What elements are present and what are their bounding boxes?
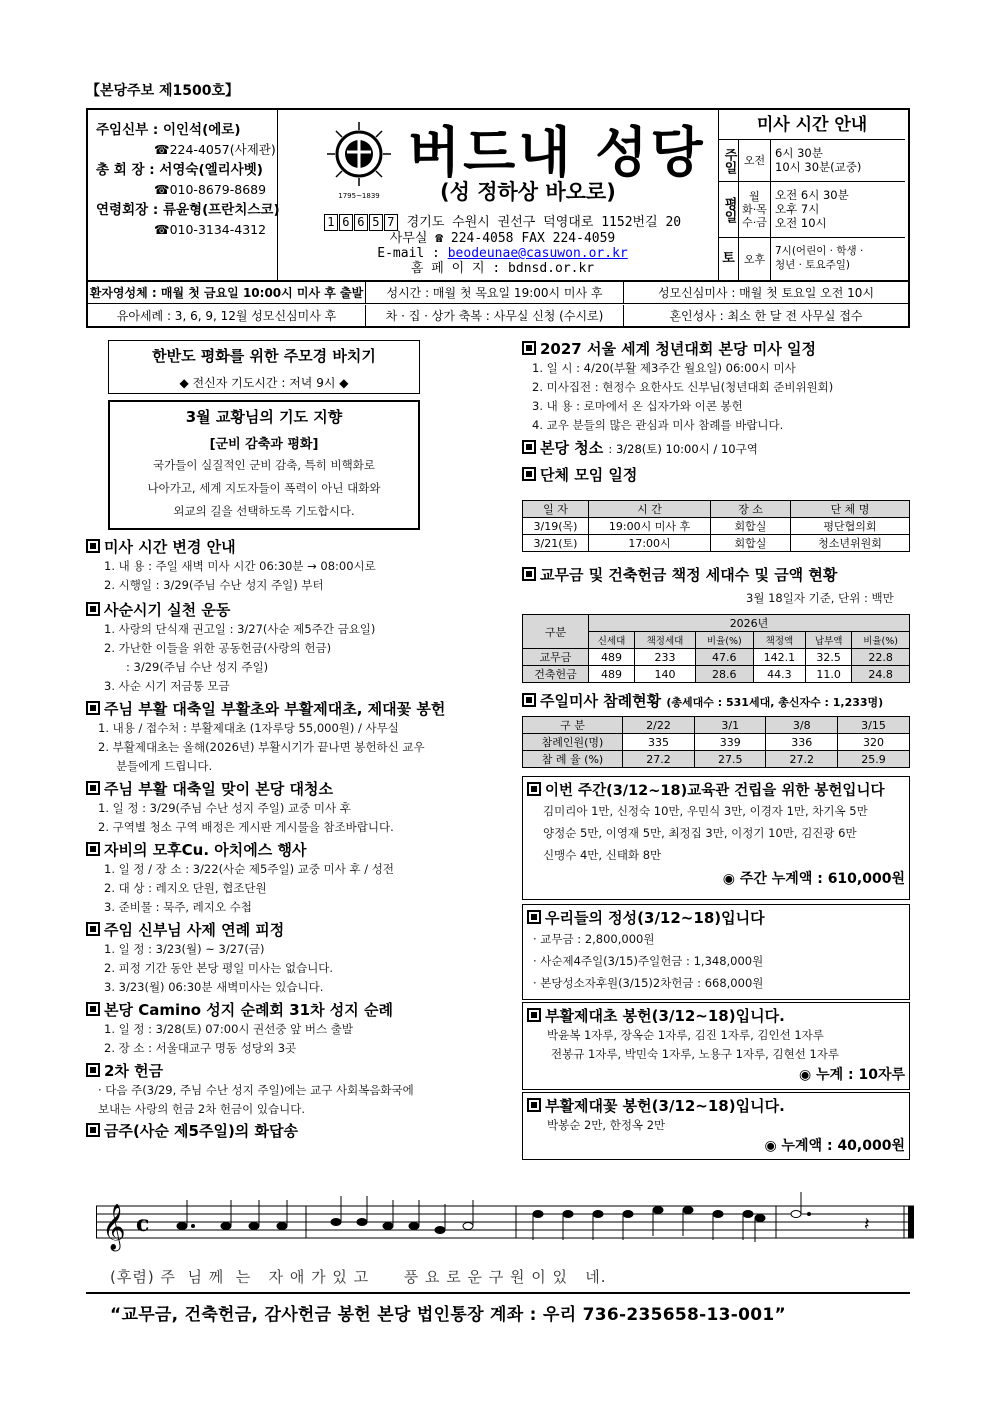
section-heading (522, 437, 912, 458)
footer-rule (86, 1292, 910, 1294)
section-line: 2. 시행일 : 3/29(주님 수난 성지 주일) 부터 (104, 578, 324, 592)
table-row (523, 518, 910, 535)
table-header-row (523, 501, 910, 518)
info-cell: 차 · 집 · 상가 축복 : 사무실 신청 (수시로) (366, 305, 624, 327)
section-heading (86, 839, 506, 860)
section-heading (522, 564, 837, 585)
section-heading (522, 338, 912, 359)
section-bullet-icon (86, 1002, 100, 1016)
table-cell: 평단협의회 (791, 518, 910, 535)
table-cell: 회합실 (711, 535, 791, 552)
section-title: 주님 부활 대축일 맞이 본당 대청소 (104, 780, 333, 798)
table-cell: 24.8 (852, 666, 910, 683)
table-cell: 회합실 (711, 518, 791, 535)
flower-box (522, 1092, 910, 1160)
peace-subtitle: ◆ 전신자 기도시간 : 저녁 9시 ◆ (179, 376, 349, 390)
table-header: 3/1 (695, 717, 766, 734)
section-heading (527, 779, 905, 800)
info-cell: 성시간 : 매월 첫 목요일 19:00시 미사 후 (366, 282, 624, 304)
mass-times (775, 188, 849, 230)
table-cell: 교무금 (523, 649, 589, 666)
section-line: 2. 구역별 청소 구역 배정은 게시판 게시물을 참조바랍니다. (98, 820, 394, 834)
table-cell: 참 례 율 (%) (523, 751, 623, 768)
section-line: 3. 준비물 : 묵주, 레지오 수첩 (104, 900, 252, 914)
mass-time: 오후 7시 (775, 202, 820, 216)
mass-schedule (718, 110, 908, 280)
info-bar-row (88, 305, 908, 327)
table-cell: 233 (635, 649, 696, 666)
table-cell: 32.5 (806, 649, 852, 666)
section-bullet-icon (522, 693, 536, 707)
funeral-head-phone: ☎010-3134-4312 (154, 222, 267, 237)
table-cell: 27.2 (766, 751, 837, 768)
masthead (86, 108, 910, 282)
offering-line: · 본당성소자후원(3/15)2차헌금 : 668,000원 (533, 976, 764, 990)
section-line: 1. 일 정 : 3/28(토) 07:00시 권선중 앞 버스 출발 (104, 1022, 353, 1036)
section-bullet-icon (527, 1098, 541, 1112)
info-cell: 혼인성사 : 최소 한 달 전 사무실 접수 (669, 309, 863, 323)
table-header: 구 분 (523, 717, 623, 734)
peace-title: 한반도 평화를 위한 주모경 바치기 (152, 347, 376, 365)
table-header: 책정세대 (635, 632, 696, 649)
table-header-row (523, 615, 910, 632)
section-title: 2027 서울 세계 청년대회 본당 미사 일정 (540, 340, 816, 358)
section-line: 1. 일 정 : 3/23(월) ~ 3/27(금) (104, 942, 265, 956)
postcode-digit: 7 (384, 214, 398, 231)
section-heading (86, 536, 506, 557)
table-cell: 489 (589, 649, 635, 666)
mass-day: 주일 (719, 140, 739, 181)
table-row (523, 649, 910, 666)
table-header: 장 소 (711, 501, 791, 518)
table-cell: 건축헌금 (523, 666, 589, 683)
mass-period (739, 182, 771, 237)
section-bullet-icon (86, 1123, 100, 1137)
section-bullet-icon (86, 781, 100, 795)
section-heading (522, 464, 912, 485)
table-header: 납부액 (806, 632, 852, 649)
section-title: 금주(사순 제5주일)의 화답송 (104, 1122, 298, 1140)
section-heading (86, 919, 506, 940)
section-line: 3. 내 용 : 로마에서 온 십자가와 이콘 봉헌 (532, 399, 743, 413)
candle-total: ◉ 누계 : 10자루 (798, 1067, 905, 1083)
contacts (88, 110, 278, 280)
section-line: 1. 일 시 : 4/20(부활 제3주간 월요일) 06:00시 미사 (532, 361, 796, 375)
pope-subtitle: [군비 감축과 평화] (209, 437, 319, 452)
section-bullet-icon (86, 922, 100, 936)
section-line: 1. 사랑의 단식재 권고일 : 3/27(사순 제5주간 금요일) (104, 622, 376, 636)
bank-account-footer: “교무금, 건축헌금, 감사헌금 봉헌 본당 법인통장 계좌 : 우리 736-235658-13-001” (110, 1305, 786, 1325)
table-cell: 3/19(목) (523, 518, 589, 535)
group-meeting-table (522, 500, 910, 552)
section-heading (86, 778, 506, 799)
table-cell: 489 (589, 666, 635, 683)
peace-prayer-box (108, 340, 420, 394)
pope-line: 나아가고, 세계 지도자들이 폭력이 아닌 대화와 (147, 481, 381, 495)
table-cell: 22.8 (852, 649, 910, 666)
section-line: 1. 일 정 : 3/29(주님 수난 성지 주일) 교중 미사 후 (98, 801, 351, 815)
section-bullet-icon (522, 440, 536, 454)
homepage[interactable]: 홈 페 이 지 : bdnsd.or.kr (410, 261, 595, 276)
offering-line: · 교무금 : 2,800,000원 (533, 932, 655, 946)
donor-line: 양정순 5만, 이영재 5만, 최정집 3만, 이정기 10만, 김진광 6만 (543, 826, 857, 840)
info-cell: 성모신심미사 : 매월 첫 토요일 오전 10시 (657, 286, 875, 300)
section-title: 주임 신부님 사제 연례 피정 (104, 921, 285, 939)
pope-line: 외교의 길을 선택하도록 기도합시다. (173, 504, 355, 518)
section-title: 이번 주간(3/12~18)교육관 건립을 위한 봉헌입니다 (545, 783, 885, 799)
section-line: 분들에게 드립니다. (116, 759, 213, 773)
section-bullet-icon (86, 539, 100, 553)
table-row (523, 751, 910, 768)
table-cell: 28.6 (695, 666, 753, 683)
table-header: 비율(%) (852, 632, 910, 649)
mass-row-saturday (719, 238, 905, 280)
pope-title: 3월 교황님의 기도 지향 (185, 408, 343, 426)
table-header: 신세대 (589, 632, 635, 649)
table-cell: 335 (623, 734, 695, 751)
section-line: 2. 부활제대초는 올해(2026년) 부활시기가 끝나면 봉헌하신 교우 (98, 740, 425, 754)
president-phone: ☎010-8679-8689 (154, 182, 267, 197)
section-title: 부활제대꽃 봉헌(3/12~18)입니다. (545, 1097, 785, 1115)
mass-period: 오전 (739, 140, 771, 181)
mass-times (775, 146, 861, 174)
hymn-lyrics: (후렴) 주 님 께 는 자 애 가 있 고 풍 요 로 운 구 원 이 있 네. (110, 1268, 607, 1286)
church-title-area (278, 110, 718, 280)
church-name: 버드내 성당 (408, 121, 706, 184)
pope-line: 국가들이 실질적인 군비 감축, 특히 비핵화로 (153, 458, 375, 472)
section-heading (527, 1095, 905, 1116)
table-header: 3/8 (766, 717, 837, 734)
patron-saint: (성 정하상 바오로) (440, 180, 616, 204)
attendance-table (522, 716, 910, 768)
left-column-sections (86, 536, 506, 1141)
attendance-note: (총세대수 : 531세대, 총신자수 : 1,233명) (666, 696, 884, 709)
table-cell: 17:00시 (589, 535, 711, 552)
building-total: ◉ 주간 누계액 : 610,000원 (722, 871, 905, 887)
mass-day: 평일 (719, 182, 739, 237)
info-bar-row (88, 282, 908, 304)
address-block (290, 214, 715, 276)
quarter-rest-icon: 𝄽 (864, 1214, 870, 1235)
pastor: 주임신부 : 이인석(에로) (96, 122, 241, 138)
mass-period: 오후 (739, 238, 771, 280)
section-title: 단체 모임 일정 (540, 466, 638, 484)
section-line: 3. 사순 시기 저금통 모금 (104, 679, 230, 693)
section-heading (86, 1120, 506, 1141)
section-line: 2. 대 상 : 레지오 단원, 협조단원 (104, 881, 267, 895)
candle-box (522, 1002, 910, 1090)
office-phone: 사무실 ☎ 224-4058 FAX 224-4059 (389, 231, 616, 246)
table-cell: 140 (635, 666, 696, 683)
offering-box (522, 904, 910, 1000)
table-cell: 142.1 (753, 649, 805, 666)
postcode-digit: 6 (354, 214, 368, 231)
table-header: 시 간 (589, 501, 711, 518)
table-cell: 27.5 (695, 751, 766, 768)
music-staff (96, 1192, 918, 1262)
section-bullet-icon (527, 910, 541, 924)
section-title: 자비의 모후Cu. 아치에스 행사 (104, 841, 307, 859)
table-cell: 청소년위원회 (791, 535, 910, 552)
postcode-digit: 6 (339, 214, 353, 231)
table-header-row (523, 717, 910, 734)
section-line: 2. 피정 기간 동안 본당 평일 미사는 없습니다. (104, 961, 334, 975)
table-cell: 336 (766, 734, 837, 751)
treble-clef-icon: 𝄞 (102, 1204, 126, 1250)
section-bullet-icon (86, 701, 100, 715)
mass-time: 10시 30분(교중) (775, 160, 862, 174)
table-row (523, 734, 910, 751)
mass-time: 오전 10시 (775, 216, 827, 230)
section-line: 3. 3/23(월) 06:30분 새벽미사는 있습니다. (104, 980, 324, 994)
section-title: 사순시기 실천 운동 (104, 601, 231, 619)
section-heading (86, 1060, 506, 1081)
table-header: 비율(%) (695, 632, 753, 649)
dues-note: 3월 18일자 기준, 단위 : 백만 (746, 591, 894, 605)
donor-line: 박봉순 2만, 한정옥 2만 (547, 1118, 666, 1132)
section-heading (86, 999, 506, 1020)
table-cell: 320 (837, 734, 909, 751)
section-title: 주일미사 참례현황 (540, 692, 662, 710)
section-title: 2차 헌금 (104, 1062, 164, 1080)
section-title: 우리들의 정성(3/12~18)입니다 (545, 909, 765, 927)
info-bars (86, 282, 910, 328)
table-cell: 19:00시 미사 후 (589, 518, 711, 535)
table-cell: 참례인원(명) (523, 734, 623, 751)
section-heading (527, 907, 905, 928)
section-line: 2. 가난한 이들을 위한 공동헌금(사랑의 헌금) (104, 641, 332, 655)
table-row (523, 535, 910, 552)
logo-years: 1795~1839 (338, 192, 380, 200)
section-bullet-icon (522, 341, 536, 355)
funeral-head: 연령회장 : 류윤형(프란치스코) (96, 202, 280, 218)
section-heading (86, 698, 506, 719)
section-line: 4. 교우 분들의 많은 관심과 미사 참례를 바랍니다. (532, 418, 784, 432)
donor-line: 김미리아 1만, 신정숙 10만, 우민식 3만, 이경자 1만, 차기옥 5만 (543, 804, 868, 818)
mass-day: 토 (719, 238, 739, 280)
postcode-digit: 1 (324, 214, 338, 231)
table-cell: 3/21(토) (523, 535, 589, 552)
pope-intention-box (108, 400, 420, 530)
email-link[interactable]: beodeunae@casuwon.or.kr (447, 246, 628, 261)
music-notes (177, 1192, 811, 1242)
mass-time: 7시(어린이 · 학생 · (775, 245, 864, 257)
common-time-icon: c (136, 1211, 150, 1237)
table-header: 2026년 (589, 615, 910, 632)
table-cell: 25.9 (837, 751, 909, 768)
section-line: 2. 장 소 : 서울대교구 명동 성당외 3곳 (104, 1041, 297, 1055)
section-bullet-icon (86, 842, 100, 856)
section-line: 2. 미사집전 : 현정수 요한사도 신부님(청년대회 준비위원회) (532, 380, 834, 394)
section-heading (527, 1005, 905, 1026)
section-line: · 다음 주(3/29, 주님 수난 성지 주일)에는 교구 사회복음화국에 (98, 1083, 414, 1097)
section-line: 1. 일 정 / 장 소 : 3/22(사순 제5주일) 교중 미사 후 / 성전 (104, 862, 394, 876)
address-line (290, 214, 715, 231)
email-line (290, 246, 715, 261)
dues-table (522, 614, 910, 683)
section-bullet-icon (527, 782, 541, 796)
mass-row-weekday (719, 182, 905, 238)
table-header: 일 자 (523, 501, 589, 518)
section-title: 본당 Camino 성지 순례회 31차 성지 순례 (104, 1001, 393, 1019)
table-cell: 11.0 (806, 666, 852, 683)
info-cell: 유아세례 : 3, 6, 9, 12월 성모신심미사 후 (88, 305, 366, 327)
section-title: 부활제대초 봉헌(3/12~18)입니다. (545, 1007, 785, 1025)
postcode-digit: 5 (369, 214, 383, 231)
table-header: 3/15 (837, 717, 909, 734)
mass-times (775, 244, 863, 272)
table-header: 책정액 (753, 632, 805, 649)
email-label: E-mail : (377, 246, 440, 261)
section-line: : 3/29(주님 수난 성지 주일) (126, 660, 269, 674)
issue-number: 【본당주보 제1500호】 (86, 83, 239, 99)
section-bullet-icon (522, 567, 536, 581)
section-bullet-icon (527, 1008, 541, 1022)
section-title: 본당 청소 (540, 439, 604, 457)
mass-time: 청년 · 토요주일) (775, 259, 850, 271)
section-bullet-icon (522, 467, 536, 481)
section-heading (522, 690, 883, 711)
mass-time: 6시 30분 (775, 146, 823, 160)
section-bullet-icon (86, 1063, 100, 1077)
section-title: 미사 시간 변경 안내 (104, 538, 236, 556)
table-cell: 27.2 (623, 751, 695, 768)
section-bullet-icon (86, 602, 100, 616)
building-fund-box (522, 776, 910, 900)
info-cell: 환자영성체 : 매월 첫 금요일 10:00시 미사 후 출발 (88, 282, 366, 304)
mass-schedule-title: 미사 시간 안내 (719, 110, 905, 140)
flower-total: ◉ 누계액 : 40,000원 (764, 1138, 905, 1154)
table-header: 단 체 명 (791, 501, 910, 518)
section-line: 1. 내용 / 접수처 : 부활제대초 (1자루당 55,000원) / 사무실 (98, 721, 399, 735)
church-logo (320, 118, 398, 202)
mass-time: 오전 6시 30분 (775, 188, 849, 202)
mass-row-sunday (719, 140, 905, 182)
section-title: 교무금 및 건축헌금 책정 세대수 및 금액 현황 (540, 566, 838, 584)
donor-line: 박윤복 1자루, 장옥순 1자루, 김진 1자루, 김인선 1자루 (547, 1028, 824, 1042)
offering-line: · 사순제4주일(3/15)주일헌금 : 1,348,000원 (533, 954, 764, 968)
donor-line: 전봉규 1자루, 박민숙 1자루, 노용구 1자루, 김현선 1자루 (551, 1047, 839, 1061)
table-header: 2/22 (623, 717, 695, 734)
section-title: 주님 부활 대축일 부활초와 부활제대초, 제대꽃 봉헌 (104, 700, 446, 718)
table-header: 구분 (523, 615, 589, 649)
section-line: 1. 내 용 : 주일 새벽 미사 시간 06:30분 → 08:00시로 (104, 559, 376, 573)
donor-line: 신맹수 4만, 신태화 8만 (543, 848, 662, 862)
president: 총 회 장 : 서영숙(엘리사벳) (96, 162, 263, 178)
mass-period-text: 월 화·목 수·금 (742, 190, 767, 229)
table-cell: 44.3 (753, 666, 805, 683)
section-line: 보내는 사랑의 헌금 2차 헌금이 있습니다. (98, 1102, 305, 1116)
table-cell: 339 (695, 734, 766, 751)
section-heading (86, 599, 506, 620)
table-cell: 47.6 (695, 649, 753, 666)
wyd-section (522, 338, 912, 485)
cleaning-detail: : 3/28(토) 10:00시 / 10구역 (608, 442, 758, 456)
pastor-phone: ☎224-4057(사제관) (154, 142, 276, 157)
address-text: 경기도 수원시 권선구 덕영대로 1152번길 20 (406, 215, 682, 230)
table-row (523, 666, 910, 683)
